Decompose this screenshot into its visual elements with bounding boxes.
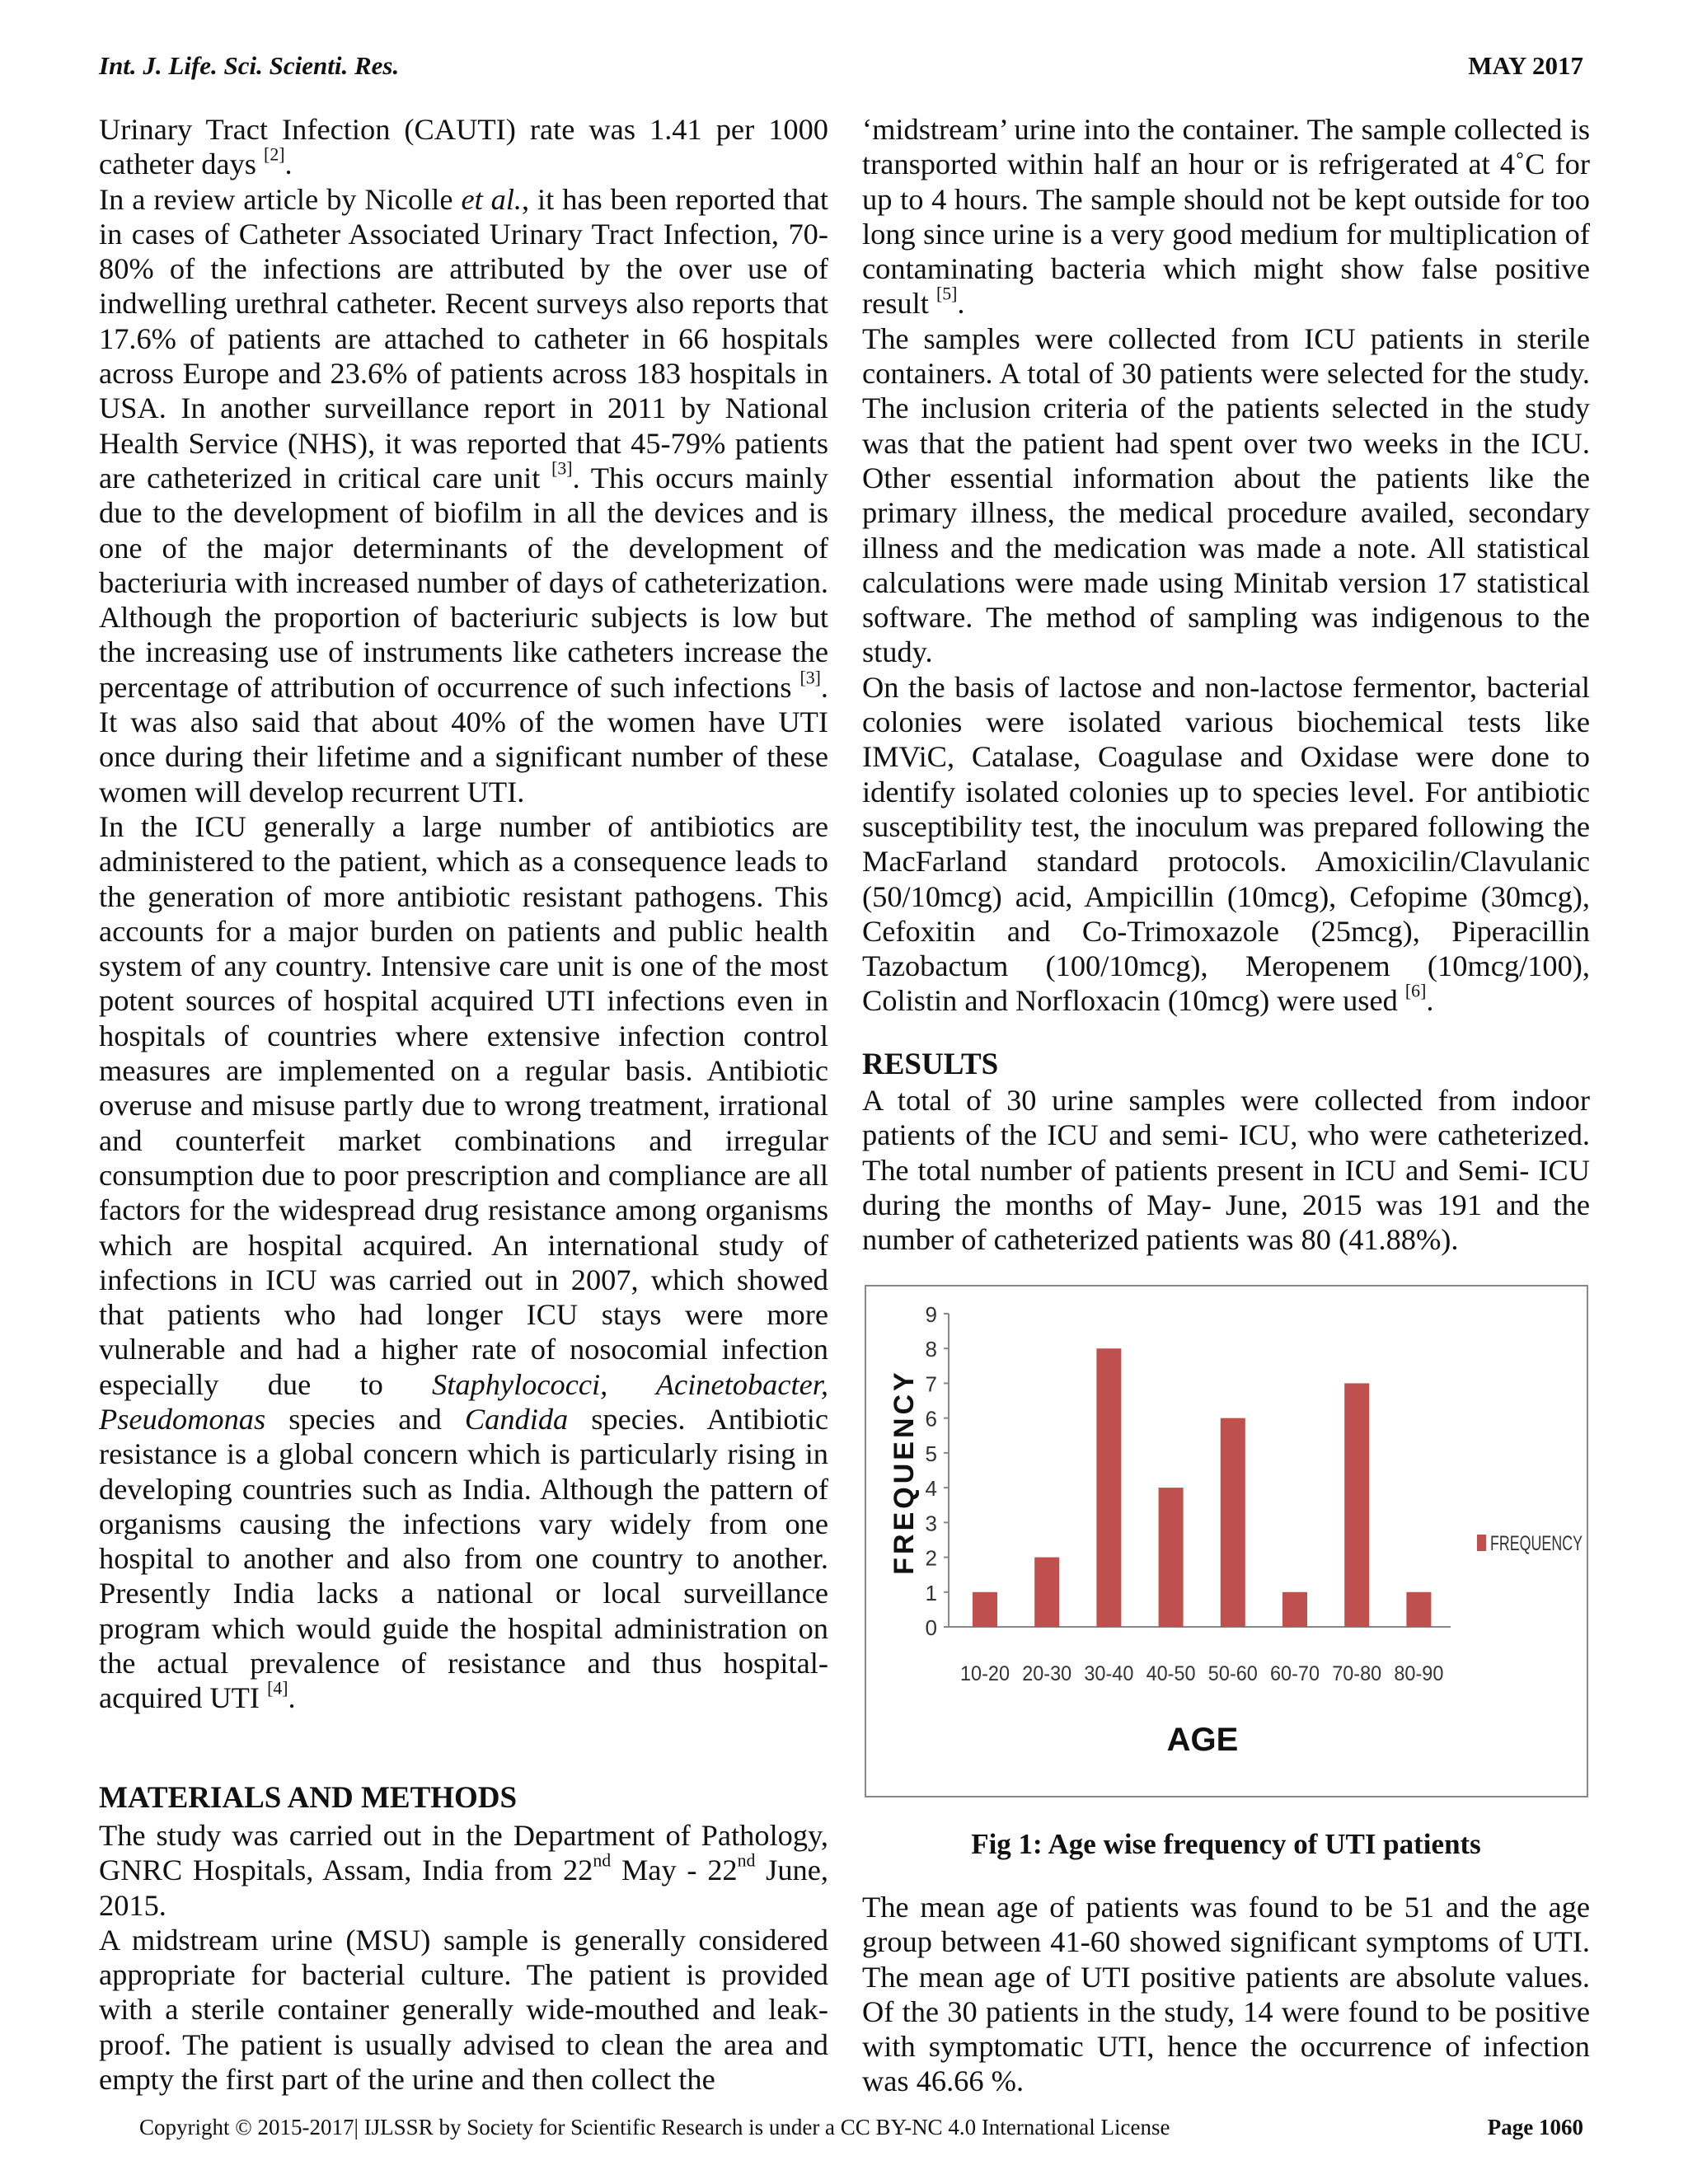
citation-superscript: [3] xyxy=(551,458,573,479)
issue-date: MAY 2017 xyxy=(1468,51,1583,80)
x-tick-label: 70-80 xyxy=(1332,1662,1382,1685)
license-footer: Copyright © 2015-2017| IJLSSR by Society for Scientific Research is under a CC BY-NC 4.0 International License xyxy=(139,2115,1170,2139)
paragraph: The mean age of patients was found to be 51 and the age group between 41-60 showed significant symptoms of UTI. The mean age of UTI positive patients are absolute values. Of the 30 patients in the study, 14 were found to be positive with symptomatic UTI, hence the occurrence of infection was 46.66 %. xyxy=(862,1891,1590,2098)
paragraph: On the basis of lactose and non-lactose fermentor, bacterial colonies were isolated various biochemical tests like IMViC, Catalase, Coagulase and Oxidase were done to identify isolated colonies up to species level. For antibiotic susceptibility test, the inoculum was prepared following the MacFarland standard protocols. Amoxicilin/Clavulanic (50/10mcg) acid, Ampicillin (10mcg), Cefopime (30mcg), Cefoxitin and Co-Trimoxazole (25mcg), Piperacillin Tazobactum (100/10mcg), Meropenem (10mcg/100), Colistin and Norfloxacin (10mcg) were used [6]. xyxy=(862,670,1590,1018)
left-column-methods xyxy=(99,1818,828,2097)
paragraph: ‘midstream’ urine into the container. The sample collected is transported within half an hour or is refrigerated at 4˚C for up to 4 hours. The sample should not be kept outside for too long since urine is a very good medium for multiplication of contaminating bacteria which might show false positive result [5]. xyxy=(862,113,1590,321)
page-number: Page 1060 xyxy=(1487,2115,1583,2139)
citation-superscript: nd xyxy=(593,1850,612,1871)
paragraph: A total of 30 urine samples were collected from indoor patients of the ICU and semi- ICU, who were catheterized. The total number of patients present in ICU and Semi- ICU during the months of May- June, 2015 was 191 and the number of catheterized patients was 80 (41.88%). xyxy=(862,1084,1590,1257)
x-tick-label: 60-70 xyxy=(1270,1662,1320,1685)
y-tick-label: 6 xyxy=(925,1406,937,1432)
paragraph: A midstream urine (MSU) sample is generally considered appropriate for bacterial culture. The patient is provided with a sterile container generally wide-mouthed and leak-proof. The patient is usually advised to clean the area and empty the first part of the urine and then collect the xyxy=(99,1923,828,2097)
y-tick-label: 7 xyxy=(925,1371,937,1397)
x-tick-label: 30-40 xyxy=(1084,1662,1134,1685)
y-tick-label: 2 xyxy=(925,1545,937,1571)
y-tick-label: 0 xyxy=(925,1615,937,1640)
y-tick-label: 8 xyxy=(925,1337,937,1362)
italic-text: Staphylococci, Acinetobacter, Pseudomonas xyxy=(99,1367,828,1436)
journal-title: Int. J. Life. Sci. Scienti. Res. xyxy=(99,51,400,80)
italic-text: et al. xyxy=(461,182,523,216)
bar-50-60 xyxy=(1221,1418,1245,1627)
results-heading: RESULTS xyxy=(862,1047,999,1081)
bar-40-50 xyxy=(1159,1488,1184,1627)
x-tick-label: 40-50 xyxy=(1146,1662,1196,1685)
citation-superscript: [4] xyxy=(267,1678,288,1699)
paragraph: In a review article by Nicolle et al., it has been reported that in cases of Catheter Associated Urinary Tract Infection, 70-80% of the infections are attributed by the over use of indwelling urethral catheter. Recent surveys also reports that 17.6% of patients are attached to catheter in 66 hospitals across Europe and 23.6% of patients across 183 hospitals in USA. In another surveillance report in 2011 by National Health Service (NHS), it was reported that 45-79% patients are catheterized in critical care unit [3]. This occurs mainly due to the development of biofilm in all the devices and is one of the major determinants of the development of bacteriuria with increased number of days of catheterization. Although the proportion of bacteriuric subjects is low but the increasing use of instruments like catheters increase the percentage of attribution of occurrence of such infections [3]. It was also said that about 40% of the women have UTI once during their lifetime and a significant number of these women will develop recurrent UTI. xyxy=(99,182,828,808)
x-axis-title: AGE xyxy=(1166,1722,1239,1758)
right-column-methods xyxy=(862,112,1590,1019)
legend-label: FREQUENCY xyxy=(1490,1532,1583,1555)
y-tick-label: 4 xyxy=(925,1476,937,1502)
y-tick-label: 5 xyxy=(925,1441,937,1466)
left-column-intro xyxy=(99,112,828,1716)
results-text xyxy=(862,1083,1590,1257)
citation-superscript: [2] xyxy=(264,144,285,165)
y-tick-label: 9 xyxy=(925,1302,937,1327)
results-text-2 xyxy=(862,1890,1590,2099)
y-tick-label: 3 xyxy=(925,1511,937,1536)
paragraph: In the ICU generally a large number of antibiotics are administered to the patient, which as a consequence leads to the generation of more antibiotic resistant pathogens. This accounts for a major burden on patients and public health system of any country. Intensive care unit is one of the most potent sources of hospital acquired UTI infections even in hospitals of countries where extensive infection control measures are implemented on a regular basis. Antibiotic overuse and misuse partly due to wrong treatment, irrational and counterfeit market combinations and irregular consumption due to poor prescription and compliance are all factors for the widespread drug resistance among organisms which are hospital acquired. An international study of infections in ICU was carried out in 2007, which showed that patients who had longer ICU stays were more vulnerable and had a higher rate of nosocomial infection especially due to Staphylococci, Acinetobacter, Pseudomonas species and Candida species. Antibiotic resistance is a global concern which is particularly rising in developing countries such as India. Although the pattern of organisms causing the infections vary widely from one hospital to another and also from one country to another. Presently India lacks a national or local surveillance program which would guide the hospital administration on the actual prevalence of resistance and thus hospital-acquired UTI [4]. xyxy=(99,809,828,1715)
figure-caption: Fig 1: Age wise frequency of UTI patients xyxy=(971,1828,1481,1860)
chart-svg xyxy=(866,1286,1587,1796)
bar-10-20 xyxy=(973,1592,997,1627)
x-tick-label: 80-90 xyxy=(1394,1662,1444,1685)
y-tick-label: 1 xyxy=(925,1580,937,1605)
paragraph: Urinary Tract Infection (CAUTI) rate was 1.41 per 1000 catheter days [2]. xyxy=(99,113,828,181)
x-tick-label: 50-60 xyxy=(1207,1662,1258,1685)
bar-30-40 xyxy=(1096,1348,1121,1627)
bar-20-30 xyxy=(1034,1558,1059,1627)
bar-70-80 xyxy=(1344,1383,1369,1627)
paragraph: The study was carried out in the Department of Pathology, GNRC Hospitals, Assam, India from 22nd May - 22nd June, 2015. xyxy=(99,1819,828,1922)
bar-80-90 xyxy=(1406,1592,1431,1627)
age-frequency-chart xyxy=(865,1285,1588,1797)
citation-superscript: [6] xyxy=(1404,982,1427,1002)
methods-heading: MATERIALS AND METHODS xyxy=(99,1781,518,1815)
x-tick-label: 10-20 xyxy=(960,1662,1010,1685)
citation-superscript: [3] xyxy=(799,668,821,688)
paragraph: The samples were collected from ICU patients in sterile containers. A total of 30 patients were selected for the study. The inclusion criteria of the patients selected in the study was that the patient had spent over two weeks in the ICU. Other essential information about the patients like the primary illness, the medical procedure availed, secondary illness and the medication was made a note. All statistical calculations were made using Minitab version 17 statistical software. The method of sampling was indigenous to the study. xyxy=(862,321,1590,669)
citation-superscript: nd xyxy=(737,1850,756,1871)
legend-swatch xyxy=(1477,1535,1486,1551)
y-axis-title: FREQUENCY xyxy=(889,1369,920,1575)
citation-superscript: [5] xyxy=(935,284,958,305)
italic-text: Candida xyxy=(464,1402,569,1436)
bar-60-70 xyxy=(1282,1592,1307,1627)
x-tick-label: 20-30 xyxy=(1022,1662,1072,1685)
